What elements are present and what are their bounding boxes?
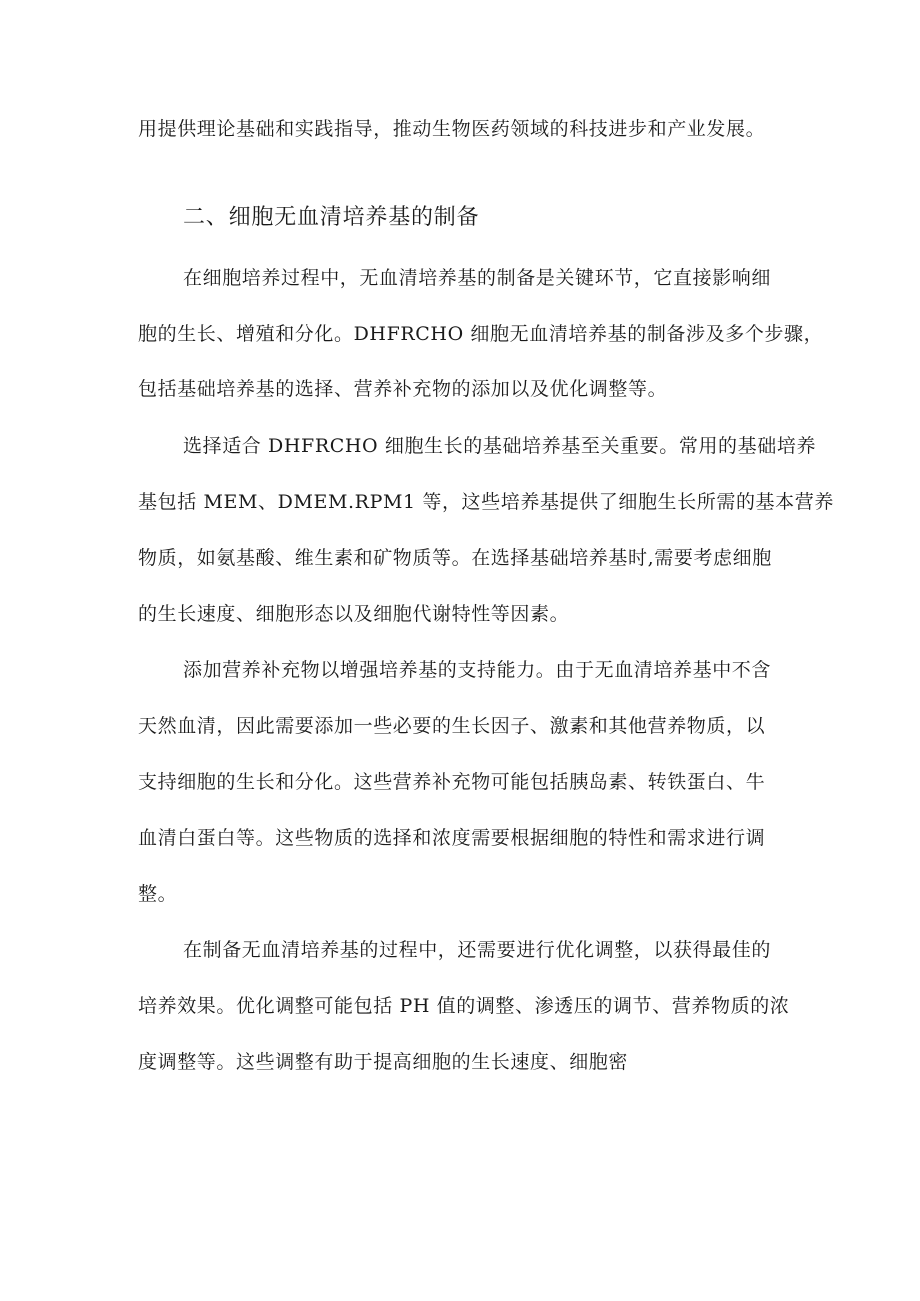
paragraph-line: 物质，如氨基酸、维生素和矿物质等。在选择基础培养基时,需要考虑细胞 xyxy=(138,547,772,569)
paragraph-line: 天然血清，因此需要添加一些必要的生长因子、激素和其他营养物质，以 xyxy=(138,715,766,737)
paragraph-line: 包括基础培养基的选择、营养补充物的添加以及优化调整等。 xyxy=(138,378,668,400)
paragraph-line: 添加营养补充物以增强培养基的支持能力。由于无血清培养基中不含 xyxy=(183,659,772,681)
paragraph-line: 培养效果。优化调整可能包括 PH 值的调整、渗透压的调节、营养物质的浓 xyxy=(138,995,790,1017)
paragraph-line: 胞的生长、增殖和分化。DHFRCHO 细胞无血清培养基的制备涉及多个步骤， xyxy=(138,323,824,345)
paragraph-line: 的生长速度、细胞形态以及细胞代谢特性等因素。 xyxy=(138,603,570,625)
paragraph-line: 血清白蛋白等。这些物质的选择和浓度需要根据细胞的特性和需求进行调 xyxy=(138,827,766,849)
paragraph-line: 选择适合 DHFRCHO 细胞生长的基础培养基至关重要。常用的基础培养 xyxy=(183,435,817,457)
paragraph-line: 用提供理论基础和实践指导，推动生物医药领域的科技进步和产业发展。 xyxy=(138,118,766,140)
paragraph-line: 基包括 MEM、DMEM.RPM1 等，这些培养基提供了细胞生长所需的基本营养 xyxy=(138,491,834,513)
paragraph-line: 度调整等。这些调整有助于提高细胞的生长速度、细胞密 xyxy=(138,1051,629,1073)
paragraph-line: 在细胞培养过程中，无血清培养基的制备是关键环节，它直接影响细 xyxy=(183,267,772,289)
paragraph-line: 在制备无血清培养基的过程中，还需要进行优化调整，以获得最佳的 xyxy=(183,939,772,961)
paragraph-line: 整。 xyxy=(138,883,178,905)
section-heading: 二、细胞无血清培养基的制备 xyxy=(183,205,480,230)
paragraph-line: 支持细胞的生长和分化。这些营养补充物可能包括胰岛素、转铁蛋白、牛 xyxy=(138,771,766,793)
